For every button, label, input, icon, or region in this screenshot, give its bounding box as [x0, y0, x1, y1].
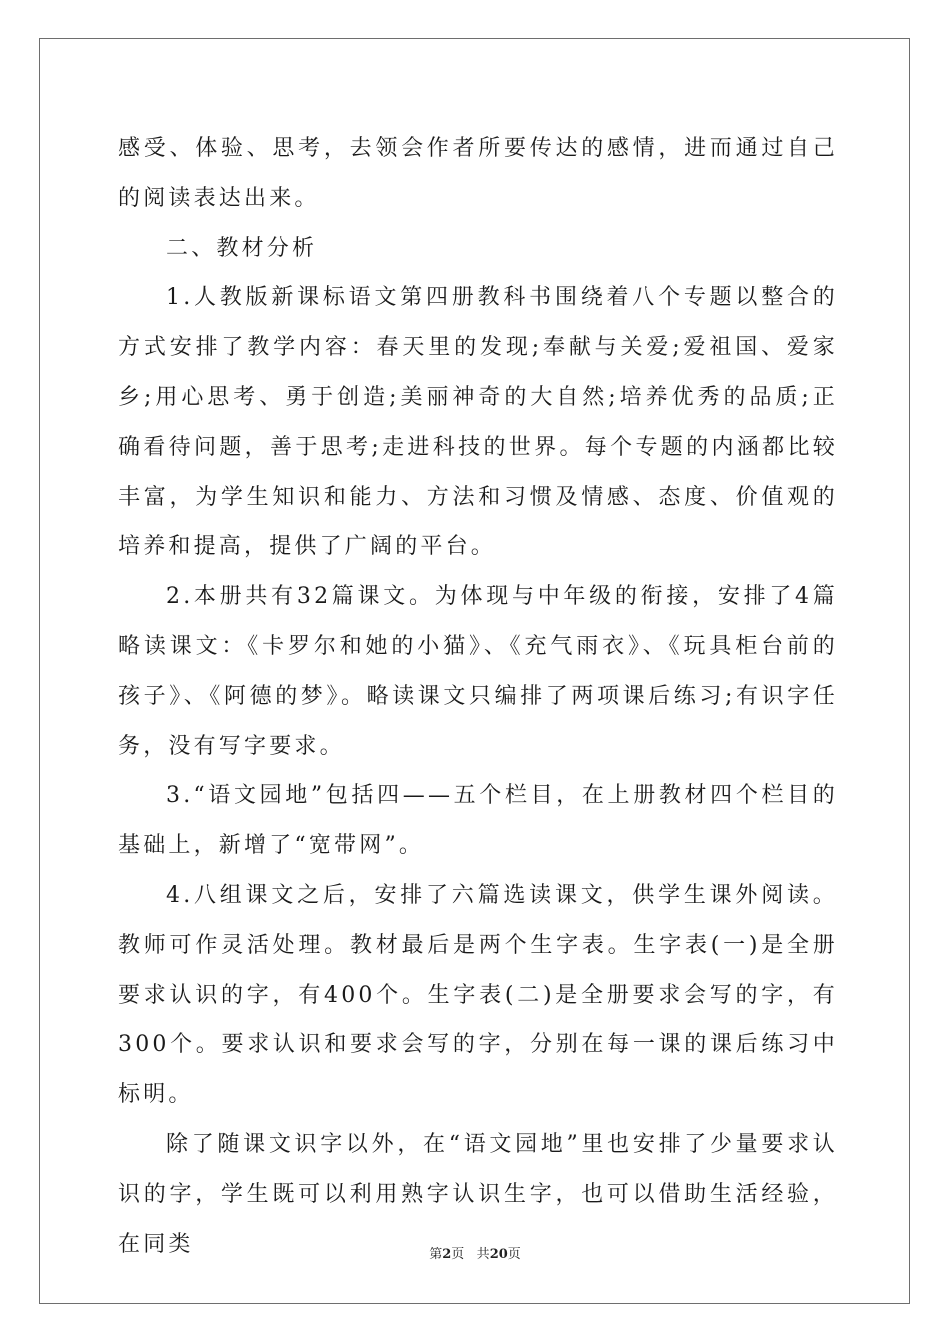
- footer-page-prefix: 第: [429, 1247, 443, 1262]
- footer-total-pages: 20: [489, 1247, 508, 1262]
- document-body: [118, 124, 838, 1269]
- paragraph-point-1: 1.人教版新课标语文第四册教科书围绕着八个专题以整合的方式安排了教学内容：春天里的发现;奉献与关爱;爱祖国、爱家乡;用心思考、勇于创造;美丽神奇的大自然;培养优秀的品质;正确看待问题，善于思考;走进科技的世界。每个专题的内涵都比较丰富，为学生知识和能力、方法和习惯及情感、态度、价值观的培养和提高，提供了广阔的平台。: [118, 285, 838, 560]
- section-heading-textbook-analysis: 二、教材分析: [166, 235, 318, 261]
- paragraph-literacy: 除了随课文识字以外，在“语文园地”里也安排了少量要求认识的字，学生既可以利用熟字认识生字，也可以借助生活经验，在同类: [118, 1131, 838, 1257]
- footer-current-page: 2: [442, 1247, 452, 1262]
- paragraph-point-2: 2.本册共有32篇课文。为体现与中年级的衔接，安排了4篇略读课文：《卡罗尔和她的小猫》、《充气雨衣》、《玩具柜台前的孩子》、《阿德的梦》。略读课文只编排了两项课后练习;有识字任务，没有写字要求。: [118, 584, 838, 759]
- page-footer: [0, 1243, 950, 1262]
- paragraph-point-4: 4.八组课文之后，安排了六篇选读课文，供学生课外阅读。教师可作灵活处理。教材最后是两个生字表。生字表(一)是全册要求认识的字，有400个。生字表(二)是全册要求会写的字，有300个。要求认识和要求会写的字，分别在每一课的课后练习中标明。: [118, 882, 838, 1108]
- paragraph-point-3: 3.“语文园地”包括四——五个栏目，在上册教材四个栏目的基础上，新增了“宽带网”。: [118, 783, 838, 859]
- footer-total-prefix: 共: [476, 1247, 490, 1262]
- footer-total-suffix: 页: [507, 1247, 521, 1262]
- footer-page-suffix: 页: [451, 1247, 465, 1262]
- paragraph-reading-feeling: 感受、体验、思考，去领会作者所要传达的感情，进而通过自己的阅读表达出来。: [118, 136, 838, 211]
